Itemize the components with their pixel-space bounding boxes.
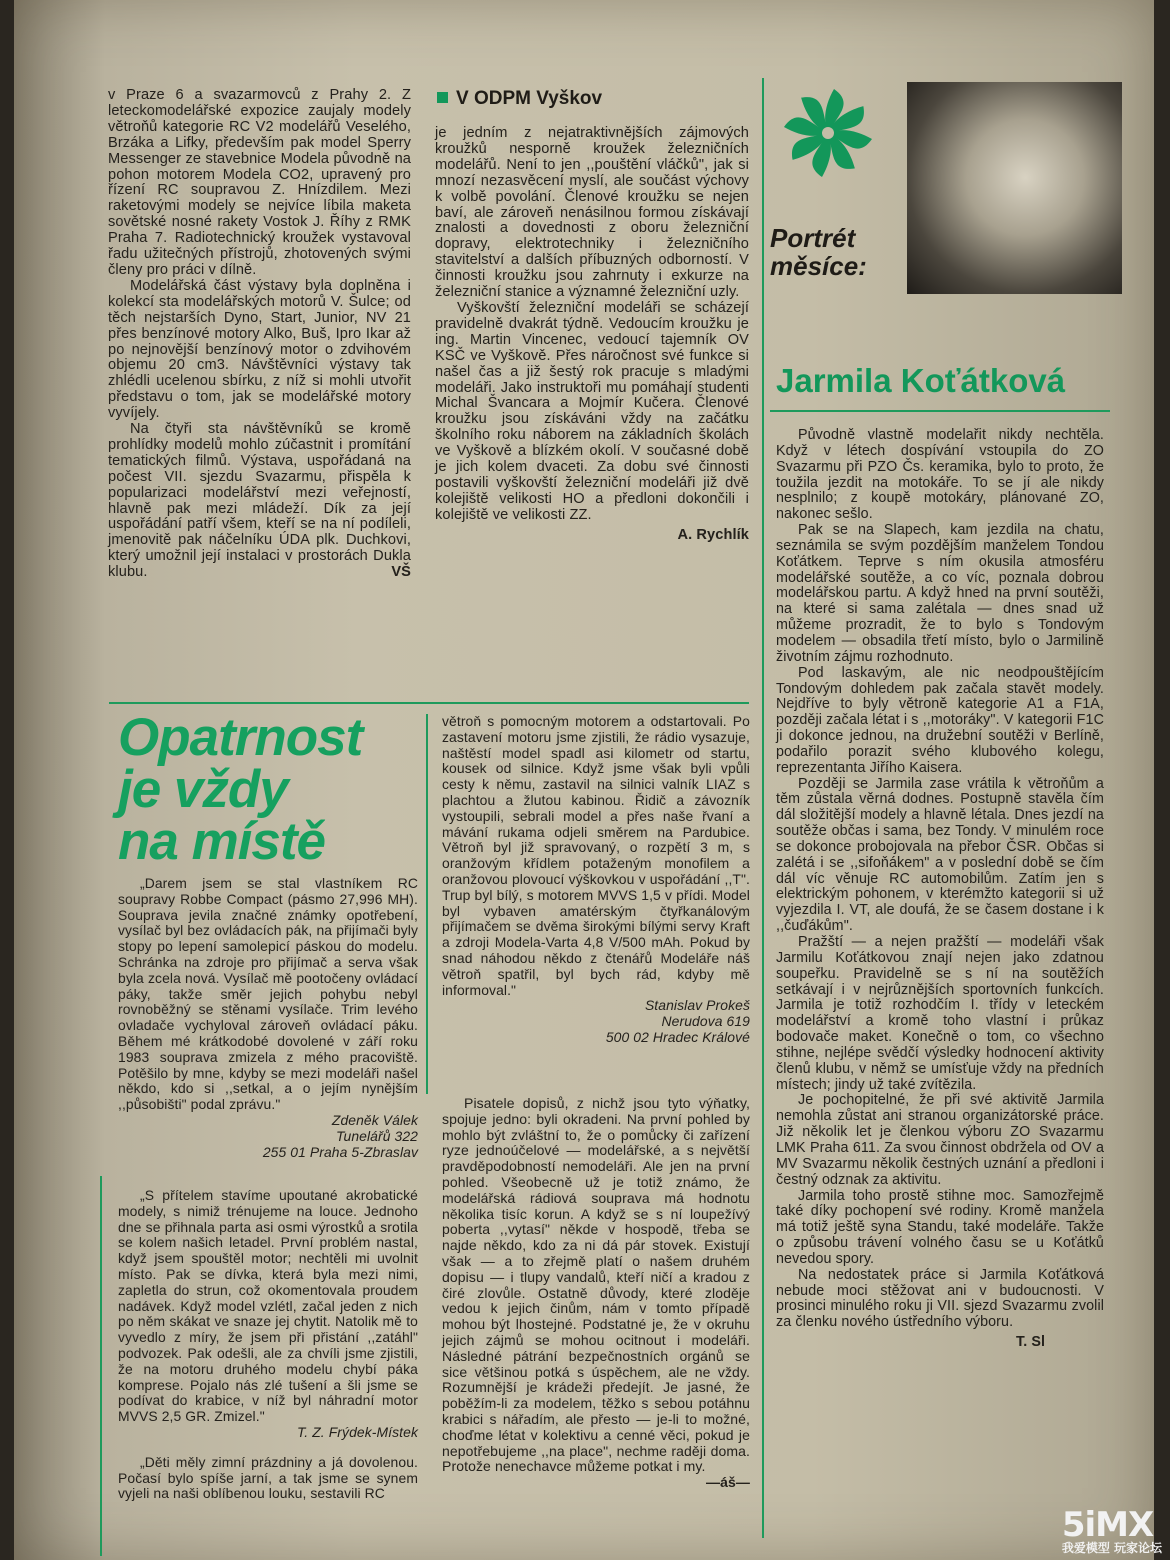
- divider: [100, 1176, 102, 1556]
- divider: [770, 410, 1110, 412]
- paragraph: Pražští — a nejen pražští — modeláři však Jarmilu Koťátkovou znají nejen jako zdatnou soupeřku. Pravidelně se s ní na soutěžích setkávají i v nejrůznějších sportovních funkcích. Jarmila je totiž rozhodčím I. třídy v leteckém modelářství a kromě toho vlastní i průkaz bodovače maket. Konečně o tom, co všechno stihne, nejlépe svědčí výsledky hodnocení aktivity členů klubu, v němž se umísťuje vždy na předních místech; jindy už také zvítězila.: [776, 934, 1104, 1093]
- paragraph: Na čtyři sta návštěvníků se kromě prohlídky modelů mohlo zúčastnit i promítání tematických filmů. Výstava, uspořádaná na počest VII. sjezdu Svazarmu, přispěla k popularizaci modelářství mezi veřejností, hlavně pak mezi mládeží. Dík za její uspořádání patří všem, kteří se na ní podíleli, jmenovitě pak náčelníku ÚDA plk. Duchkovi, který umožnil její instalaci v prostorách Dukla klubu.: [108, 421, 411, 581]
- label-line: Portrét: [770, 223, 856, 253]
- square-bullet-icon: [437, 92, 448, 103]
- paragraph: je jedním z nejatraktivnějších zájmových kroužků nesporně kroužek železničních modelářů. Není to jen ,,pouštění vláčků", jak si mnozí nezasvěcení myslí, ale součást výchovy k volbě povolání. Členové kroužku se nejen baví, ale zároveň nenásilnou formou získávají znalosti a dovednosti z oboru železniční dopravy, elektrotechniky i železničního stavitelství a dalších příbuzných odborností. V činnosti kroužku jsou zahrnuty i exkurze na železniční stanice a významné železniční uzly.: [435, 125, 749, 301]
- paragraph: Pak se na Slapech, kam jezdila na chatu, seznámila se svým pozdějším manželem Tondou Koťátkem. Teprve s ním okusila atmosféru modelářské soutěže, a co víc, poznala dobrou modelářskou partu. A když hned na první soutěži, na které si sama zalétala — dnes snad už můžeme prozradit, že to bylo s Tondovým modelem — obsadila třetí místo, bylo o Jarmilině životním zájmu rozhodnuto.: [776, 522, 1104, 665]
- label-line: měsíce:: [770, 251, 867, 281]
- watermark-subtext: 我爱模型 玩家论坛: [1061, 1541, 1162, 1555]
- divider: [426, 714, 428, 1094]
- pinwheel-logo-icon: [780, 85, 876, 181]
- signature: —áš—: [706, 1474, 750, 1491]
- section-heading: [437, 88, 602, 110]
- paragraph: Původně vlastně modelařit nikdy nechtěla. Když v létech dospívání vstoupila do ZO Svazarmu při PZO Čs. keramika, bylo to proto, že toužila jezdit na motokáře. To se jí ale nikdy nesplnilo; z koupě motokáry, plánované ZO, nakonec sešlo.: [776, 427, 1104, 523]
- article-odpm: [435, 126, 749, 544]
- paragraph: „Darem jsem se stal vlastníkem RC soupravy Robbe Compact (pásmo 27,996 MH). Souprava jevila značné známky opotřebení, vysílač byl bez ovládacích pák, na přijímači byly stopy po lepení samolepicí páskou do modelu. Schránka na zdroje pro přijímač a serva však byla zcela nová. Vysílač mě pootočeny ovládací páky, takže směr jejich pohybu nebyl rovnoběžný se stěnami vysílače. Trim levého ovladače vychyloval zároveň ovládací páku. Během mé krátkodobé dovolené v září roku 1983 souprava zmizela z mého pracoviště. Potěšilo by mne, kdyby se mezi modeláři našel někdo, kdo si ,,setkal, a o jejím nynějším ,,působišti" podal zprávu.": [118, 875, 418, 1113]
- divider: [109, 702, 749, 704]
- paragraph: Pisatele dopisů, z nichž jsou tyto výňatky, spojuje jedno: byli okradeni. Na první pohled by mohlo být zvláštní to, že o pomůcky či zařízení ryze jednoúčelové — modelářské, a s největší pravděpodobností nemodeláři. Ale jen na první pohled. Všeobecně už je totiž známo, že modelářská rádiová souprava má hodnotu několika tisíc korun. A když se s ní loupežívý poberta ,,vytasí" někde v hospodě, třeba se najde někdo, kdo za ni dá pár stovek. Existují však — a to zřejmě platí o našem druhém dopisu — i tlupy vandalů, kteří ničí a kradou z čiré zlovůle. Ostatně důvody, které zloděje vedou k jejich činům, nám v tomto případě mohou být lhostejné. Podstatné je, že v okruhu jejich zájmů se mohou ocitnout i modeláři. Následné pátrání bezpečnostních orgánů se sice většinou potká s úspěchem, ale ne vždy. Rozumnější je krádeži předejít. Je jasné, že poběžím-li za modelem, těžko s sebou potáhnu krabici s nářadím, ale přesto — je-li to možné, choďme létat v kolektivu a cenné věci, pokud je nepotřebujeme ,,na place", nechme raději doma. Protože nenechavce můžeme potkat i my.: [442, 1095, 750, 1475]
- portrait-label: [770, 224, 867, 280]
- signature: VŠ: [391, 564, 411, 581]
- letter-address: 255 01 Praha 5-Zbraslav: [262, 1143, 418, 1160]
- letter-signature: Stanislav Prokeš: [644, 997, 750, 1014]
- paragraph: „Děti měly zimní prázdniny a já dovolenou. Počasí bylo spíše jarní, a tak jsme se synem vyjeli na naši oblíbenou louku, sestavili RC: [118, 1453, 418, 1502]
- headline-line: je vždy: [118, 760, 288, 819]
- paragraph: větroň s pomocným motorem a odstartovali. Po zastavení motoru jsme zjistili, že rádio vysazuje, naštěstí model spadl asi kilometr od startu, kousek od silnice. Když jsme však byli vpůli cesty k němu, zastavil na silnici valník LIAZ s plachtou a žlutou kabinou. Řidič a závozník vystoupili, sebrali model a přes naše řvaní a mávání rukama odjeli směrem na Pardubice. Větroň byl již spravovaný, o rozpětí 3 m, s oranžovým křídlem potaženým monofilem a oranžovou plovoucí výškovkou v uspořádání ,,T". Trup byl bílý, s motorem MVVS 1,5 v přídi. Model byl vybaven amatérským čtyřkanálovým přijímačem se dvěma širokými bílými servy Kraft a zdroji Modela-Varta 4,8 V/500 mAh. Pokud by snad náhodou někdo z čtenářů Modeláře náš větroň spatřil, byl bych rád, kdyby mě informoval.": [442, 713, 750, 998]
- paragraph: v Praze 6 a svazarmovců z Prahy 2. Z leteckomodelářské expozice zaujaly modely větroňů kategorie RC V2 modelářů Veselého, Brzáka a Lifky, především pak model Sperry Messenger ze stavebnice Modela původně na pohon motorem Modela CO2, upravený pro řízení RC soupravou Z. Hnízdilem. Mezi raketovými modely se nejvíce líbila maketa sovětské nosné rakety Vostok J. Říhy z RMK Praha 7. Radiotechnický kroužek vystavoval řadu užitečných přístrojů, zhotovených svými členy pro práci v dílně.: [108, 87, 411, 278]
- watermark-logo: [1062, 1505, 1162, 1556]
- letter-address: Tunelářů 322: [335, 1127, 418, 1144]
- letter-1: [118, 876, 418, 1160]
- paragraph: Je pochopitelné, že při své aktivitě Jarmila nemohla zůstat ani stranou organizátorské práce. Již několik let je členkou výboru ZO Svazarmu LMK Praha 611. Za svou činnost obdržela od OV a MV Svazarmu několik čestných uznání a předloni i čestný odznak za aktivitu.: [776, 1092, 1104, 1188]
- portrait-photo: [907, 82, 1122, 294]
- paragraph: Vyškovští železniční modeláři se scházejí pravidelně dvakrát týdně. Vedoucím kroužku je ing. Martin Vincenec, vedoucí tajemník OV KSČ ve Vyškově. Přes náročnost své funkce si našel čas a již šestý rok pracuje s mladými modeláři. Jako instruktoři mu pomáhají studenti Michal Švancara a Mojmír Kučera. Členové kroužku jsou získáváni vždy na začátku školního roku náborem na základních školách ve Vyškově a blízkém okolí. V současné době je jich kolem dvaceti. Za dobu své činnosti postavili vyškovští železniční modeláři již dvě kolejiště velikosti HO a předloni dokončili i kolejiště ve velikosti ZZ.: [435, 299, 749, 523]
- headline-line: Opatrnost: [118, 708, 363, 767]
- signature: T. Sl: [1016, 1334, 1046, 1351]
- editorial-comment: [442, 1096, 750, 1491]
- magazine-page: [14, 0, 1154, 1560]
- letter-signature: T. Z. Frýdek-Místek: [296, 1423, 418, 1440]
- portrait-article: [776, 428, 1104, 1351]
- paragraph: Jarmila toho prostě stihne moc. Samozřejmě také díky pochopení své rodiny. Kromě manžela má totiž ještě syna Standu, také modeláře. Takže o způsobu trávení volného času se u Koťátků nevedou spory.: [776, 1187, 1104, 1267]
- article-headline: [118, 708, 363, 871]
- paragraph: „S přítelem stavíme upoutané akrobatické modely, s nimiž trénujeme na louce. Jednoho dne se přihnala parta asi osmi výrostků a srotila se kolem našich letadel. První problém nastal, když jsem spouštěl motor; nechtěli mi uvolnit místo. Pak se dívka, která byla mezi nimi, zapletla do strun, což okomentovala proudem nadávek. Když model vzlétl, začal jeden z nich po něm skákat ve snaze jej chytit. Natolik mě to vyvedlo z míry, že jsem při přistání ,,zatáhl" podvozek. Pak odešli, ale za chvíli jsme zjistili, že na motoru druhého modelu chybí páka komprese. Pojalo nás zlé tušení a šli jsme se podívat do krabice, v níž byl náhradní motor MVVS 2,5 GR. Zmizel.": [118, 1187, 418, 1425]
- divider: [762, 78, 764, 1538]
- portrait-name: Jarmila Koťátková: [776, 362, 1066, 399]
- paragraph: Na nedostatek práce si Jarmila Koťátková nebude moci stěžovat ani v budoucnosti. V prosinci minulého roku ji VII. sjezd Svazarmu zvolil za členku nového ústředního výboru.: [776, 1266, 1104, 1331]
- paragraph: Pod laskavým, ale nic neodpouštějícím Tondovým dohledem pak začala stavět modely. Nejdříve to byly větroně kategorie A1 a F1A, později začala létat i s ,,motoráky". V kategorii F1C ji dokonce jednou, na družební soutěži v Berlíně, podařilo porazit svého klubového kolegu, reprezentanta Jiřího Kaisera.: [776, 664, 1104, 776]
- signature: A. Rychlík: [677, 526, 749, 543]
- letter-continuation: [442, 714, 750, 1046]
- letter-address: Nerudova 619: [661, 1013, 750, 1030]
- heading-text: V ODPM Vyškov: [456, 88, 603, 109]
- letter-signature: Zdeněk Válek: [331, 1111, 418, 1128]
- letter-2: [118, 1188, 418, 1502]
- paragraph: Modelářská část výstavy byla doplněna i kolekcí sta modelářských motorů V. Šulce; od těch nejstarších Dyno, Start, Junior, NV 21 přes benzínové motory Alko, Buš, Ipro Ikar až po nejnovější benzínový motor o zdvihovém objemu 20 cm3. Návštěvníci výstavy tak zhlédli ucelenou sbírku, z níž si mohli utvořit představu o tom, jak se modelářské motory vyvíjely.: [108, 277, 411, 422]
- article-left-top: [108, 88, 411, 581]
- headline-line: na místě: [118, 812, 326, 871]
- letter-address: 500 02 Hradec Králové: [605, 1028, 750, 1045]
- watermark-text: 5iMX: [1061, 1505, 1154, 1545]
- paragraph: Později se Jarmila zase vrátila k větroňům a těm zůstala věrná dodnes. Postupně stavěla čím dál složitější modely a hlavně létala. Dnes jezdí na soutěže občas i sama, bez Tondy. V minulém roce se dokonce probojovala na přebor ČSR. Občas si zalétá i se ,,sifoňákem" a v poslední době se čím dál víc věnuje RC automobilům. Zatím jen s elektrickým pohonem, v kterémžto kategorii si už vyjezdila I. VT, ale doufá, že se časem dostane i k ,,čuďákům".: [776, 775, 1104, 935]
